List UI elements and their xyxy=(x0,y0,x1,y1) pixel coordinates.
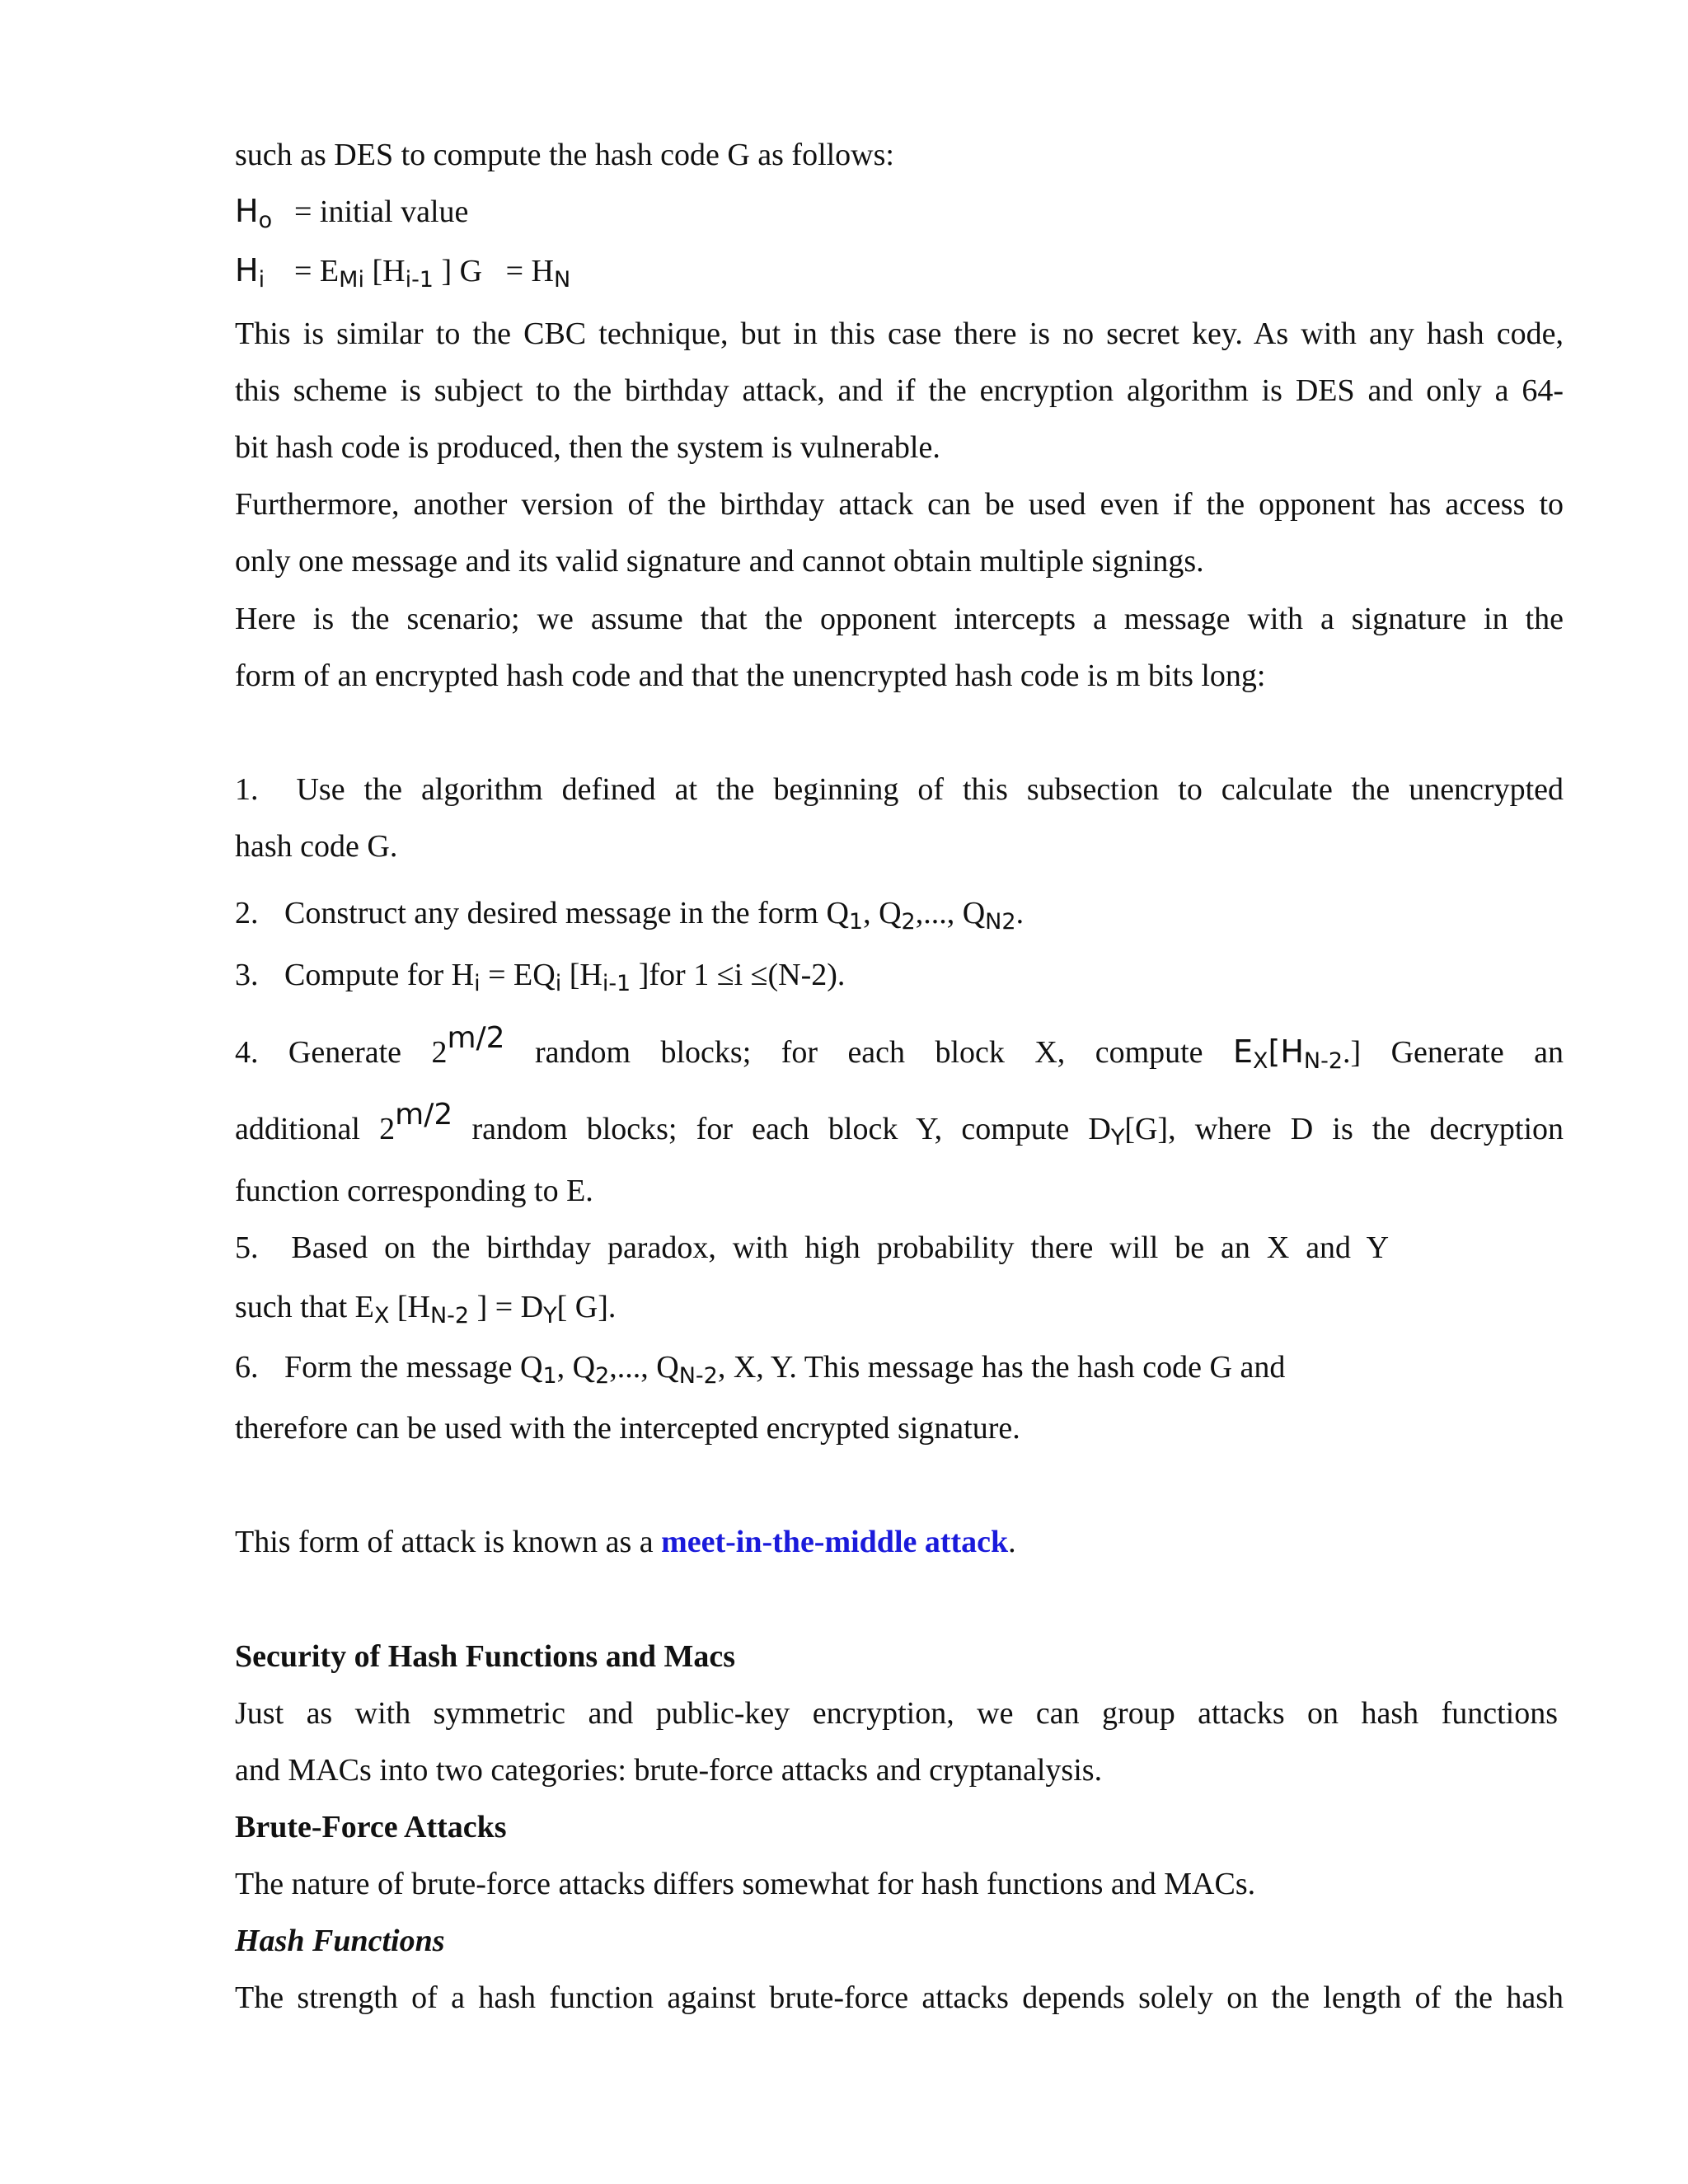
meet-in-the-middle-link[interactable]: meet-in-the-middle attack xyxy=(661,1525,1009,1559)
step3-line: 3. Compute for Hi = EQi [Hi-1 ]for 1 ≤i ≤(N-2). xyxy=(235,958,846,996)
step5-line2: such that EX [HN-2 ] = DY[ G]. xyxy=(235,1290,617,1329)
para3-line1: Here is the scenario; we assume that the opponent intercepts a message with a signature in the xyxy=(235,602,1564,636)
subheading-brute-force: Brute-Force Attacks xyxy=(235,1810,507,1844)
para2-line2: only one message and its valid signature and cannot obtain multiple signings. xyxy=(235,544,1204,579)
section-para-line1: Just as with symmetric and public-key encryption, we can group attacks on hash functions xyxy=(235,1696,1558,1731)
last-line: The strength of a hash function against brute-force attacks depends solely on the length of the hash xyxy=(235,1980,1564,2015)
step6-line2: therefore can be used with the intercepted encrypted signature. xyxy=(235,1411,1020,1446)
step1-line1: 1. Use the algorithm defined at the beginning of this subsection to calculate the unencrypted xyxy=(235,772,1564,807)
eq2-lhs: Hi xyxy=(235,252,265,293)
step1-line2: hash code G. xyxy=(235,829,398,864)
step6-line1: 6. Form the message Q1, Q2,..., QN-2, X, Y. This message has the hash code G and xyxy=(235,1350,1286,1389)
para1-line2: this scheme is subject to the birthday attack, and if the encryption algorithm is DES and only a 64- xyxy=(235,373,1564,408)
para3-line2: form of an encrypted hash code and that the unencrypted hash code is m bits long: xyxy=(235,658,1266,693)
para1-line1: This is similar to the CBC technique, but in this case there is no secret key. As with any hash code, xyxy=(235,316,1564,351)
step4-line2: additional 2m/2 random blocks; for each block Y, compute DY[G], where D is the decryption xyxy=(235,1098,1564,1151)
para2-line1: Furthermore, another version of the birthday attack can be used even if the opponent has access to xyxy=(235,487,1564,522)
intro-line: such as DES to compute the hash code G as follows: xyxy=(235,138,894,172)
equation-hi: Hi = EMi [Hi-1 ] G = HN xyxy=(235,252,571,293)
section-para-line2: and MACs into two categories: brute-force attacks and cryptanalysis. xyxy=(235,1753,1103,1788)
section-heading: Security of Hash Functions and Macs xyxy=(235,1639,735,1674)
equation-h0: Ho = initial value xyxy=(235,193,469,233)
step2-line: 2. Construct any desired message in the form Q1, Q2,..., QN2. xyxy=(235,896,1025,935)
step4-line3: function corresponding to E. xyxy=(235,1174,593,1208)
sub-para: The nature of brute-force attacks differs somewhat for hash functions and MACs. xyxy=(235,1867,1256,1901)
step5-line1: 5. Based on the birthday paradox, with high probability there will be an X and Y xyxy=(235,1230,1390,1265)
subsubheading-hash-functions: Hash Functions xyxy=(235,1924,445,1958)
eq1-lhs: Ho xyxy=(235,193,273,233)
para1-line3: bit hash code is produced, then the system is vulnerable. xyxy=(235,430,940,465)
conclusion-line: This form of attack is known as a meet-in-the-middle attack. xyxy=(235,1525,1016,1559)
step4-line1: 4. Generate 2m/2 random blocks; for each block X, compute EX[HN-2.] Generate an xyxy=(235,1021,1564,1074)
